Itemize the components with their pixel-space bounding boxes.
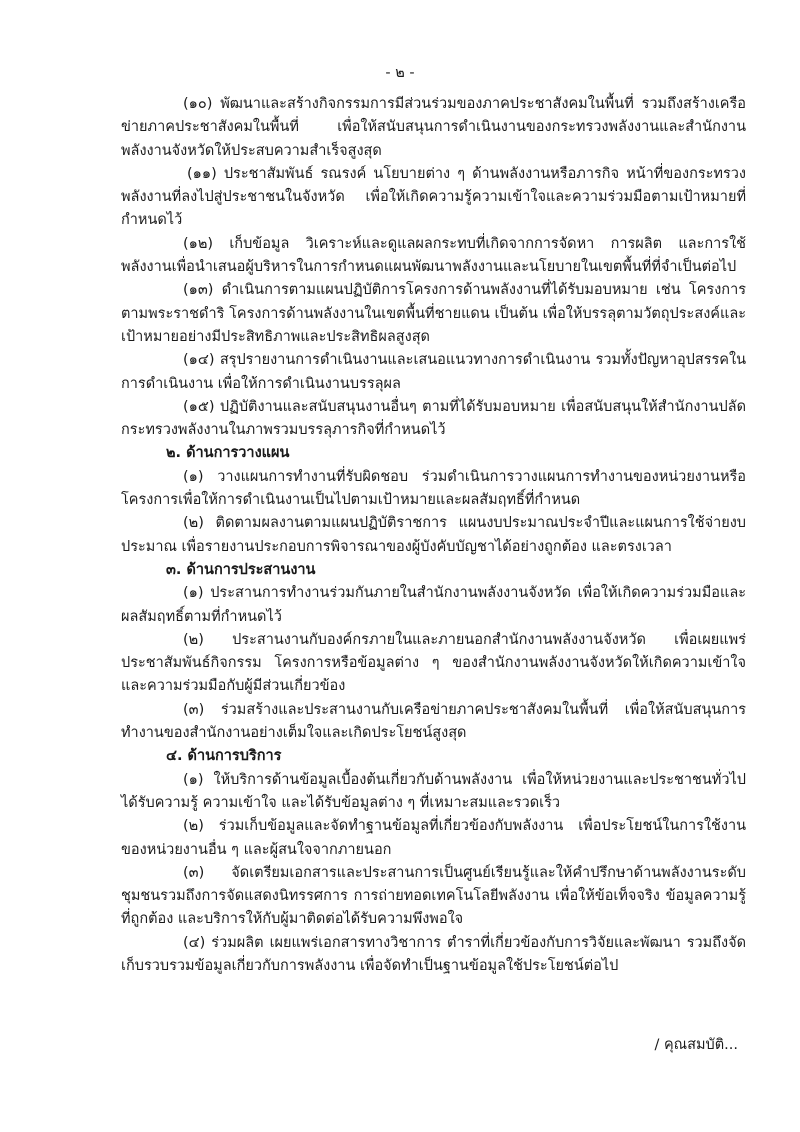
list-item: (๑๔) สรุปรายงานการดำเนินงานและเสนอแนวทางการดำเนินงาน รวมทั้งปัญหาอุปสรรคในการดำเนินงาน เพื่อให้การดำเนินงานบรรลุผล: [121, 352, 746, 392]
list-item: (๒) ประสานงานกับองค์กรภายในและภายนอกสำนักงานพลังงานจังหวัด เพื่อเผยแพร่ประชาสัมพันธ์กิจกรรม โครงการหรือข้อมูลต่าง ๆ ของสำนักงานพลังงานจังหวัดให้เกิดความเข้าใจและความร่วมมือกับผู้มีส่วนเกี่ยวข้อง: [121, 631, 746, 695]
footer-continuation: / คุณสมบัติ...: [654, 1037, 738, 1053]
document-body: [121, 93, 746, 978]
list-item: (๑๒) เก็บข้อมูล วิเคราะห์และดูแลผลกระทบที่เกิดจากการจัดหา การผลิต และการใช้พลังงานเพื่อนำเสนอผู้บริหารในการกำหนดแผนพัฒนาพลังงานและนโยบายในเขตพื้นที่ที่จำเป็นต่อไป: [121, 235, 746, 276]
list-item: (๔) ร่วมผลิต เผยแพร่เอกสารทางวิชาการ ตำราที่เกี่ยวข้องกับการวิจัยและพัฒนา รวมถึงจัดเก็บรวบรวมข้อมูลเกี่ยวกับการพลังงาน เพื่อจัดทำเป็นฐานข้อมูลใช้ประโยชน์ต่อไป: [121, 934, 746, 974]
section-heading-service: ๔. ด้านการบริการ: [166, 748, 282, 765]
list-item: (๓) จัดเตรียมเอกสารและประสานการเป็นศูนย์เรียนรู้และให้คำปรึกษาด้านพลังงานระดับชุมชนรวมถึงการจัดแสดงนิทรรศการ การถ่ายทอดเทคโนโลยีพลังงาน เพื่อให้ข้อเท็จจริง ข้อมูลความรู้ ที่ถูกต้อง และบริการให้กับผู้มาติดต่อได้รับความพึงพอใจ: [121, 864, 746, 928]
list-item: (๑๑) ประชาสัมพันธ์ รณรงค์ นโยบายต่าง ๆ ด้านพลังงานหรือภารกิจ หน้าที่ของกระทรวงพลังงานที่ลงไปสู่ประชาชนในจังหวัด เพื่อให้เกิดความรู้ความเข้าใจและความร่วมมือตามเป้าหมายที่กำหนดไว้: [121, 165, 746, 229]
list-item: (๓) ร่วมสร้างและประสานงานกับเครือข่ายภาคประชาสังคมในพื้นที่ เพื่อให้สนับสนุนการทำงานของสำนักงานอย่างเต็มใจและเกิดประโยชน์สูงสุด: [121, 701, 746, 742]
list-item: (๑) วางแผนการทำงานที่รับผิดชอบ ร่วมดำเนินการวางแผนการทำงานของหน่วยงานหรือโครงการเพื่อให้การดำเนินงานเป็นไปตามเป้าหมายและผลสัมฤทธิ์ที่กำหนด: [121, 468, 746, 509]
section-heading-coordination: ๓. ด้านการประสานงาน: [166, 561, 316, 578]
list-item: (๑๕) ปฏิบัติงานและสนับสนุนงานอื่นๆ ตามที่ได้รับมอบหมาย เพื่อสนับสนุนให้สำนักงานปลัดกระทรวงพลังงานในภาพรวมบรรลุภารกิจที่กำหนดไว้: [121, 398, 746, 439]
list-item: (๑๐) พัฒนาและสร้างกิจกรรมการมีส่วนร่วมของภาคประชาสังคมในพื้นที่ รวมถึงสร้างเครือข่ายภาคประชาสังคมในพื้นที่ เพื่อให้สนับสนุนการดำเนินงานของกระทรวงพลังงานและสำนักงานพลังงานจังหวัดให้ประสบความสำเร็จสูงสุด: [121, 96, 746, 159]
page-number: - ๒ -: [385, 65, 415, 81]
list-item: (๑) ให้บริการด้านข้อมูลเบื้องต้นเกี่ยวกับด้านพลังงาน เพื่อให้หน่วยงานและประชาชนทั่วไปได้รับความรู้ ความเข้าใจ และได้รับข้อมูลต่าง ๆ ที่เหมาะสมและรวดเร็ว: [121, 771, 746, 811]
list-item: (๒) ร่วมเก็บข้อมูลและจัดทำฐานข้อมูลที่เกี่ยวข้องกับพลังงาน เพื่อประโยชน์ในการใช้งานของหน่วยงานอื่น ๆ และผู้สนใจจากภายนอก: [121, 818, 746, 858]
list-item: (๑๓) ดำเนินการตามแผนปฏิบัติการโครงการด้านพลังงานที่ได้รับมอบหมาย เช่น โครงการตามพระราชดำริ โครงการด้านพลังงานในเขตพื้นที่ชายแดน เป็นต้น เพื่อให้บรรลุตามวัตถุประสงค์และเป้าหมายอย่างมีประสิทธิภาพและประสิทธิผลสูงสุด: [121, 282, 746, 345]
list-item: (๒) ติดตามผลงานตามแผนปฏิบัติราชการ แผนงบประมาณประจำปีและแผนการใช้จ่ายงบประมาณ เพื่อรายงานประกอบการพิจารณาของผู้บังคับบัญชาได้อย่างถูกต้อง และตรงเวลา: [121, 515, 746, 555]
list-item: (๑) ประสานการทำงานร่วมกันภายในสำนักงานพลังงานจังหวัด เพื่อให้เกิดความร่วมมือและผลสัมฤทธิ์ตามที่กำหนดไว้: [121, 585, 746, 625]
section-heading-planning: ๒. ด้านการวางแผน: [166, 445, 290, 462]
